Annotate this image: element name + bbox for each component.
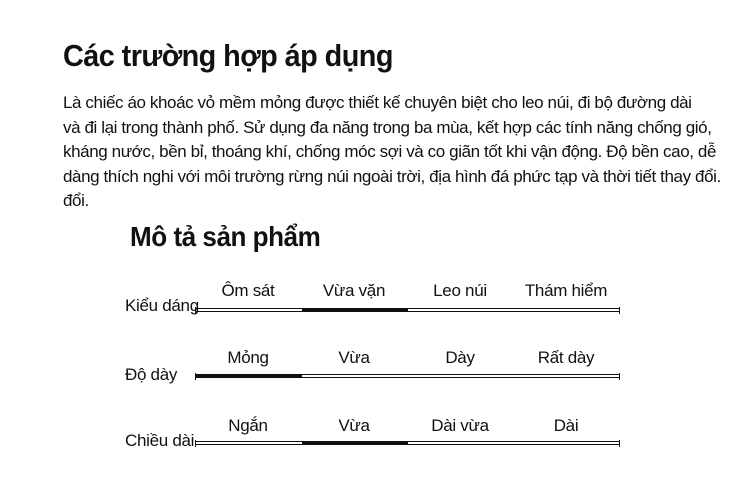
length-option-4: Dài <box>553 416 579 435</box>
scale-segment <box>302 441 408 445</box>
fit-scale <box>195 307 620 314</box>
description-line: đổi. <box>63 191 89 210</box>
attribute-label-thickness: Độ dày <box>125 365 178 384</box>
scale-segment <box>196 308 302 312</box>
scale-segment <box>196 374 302 378</box>
scale-segment <box>408 374 514 378</box>
length-scale <box>195 440 620 447</box>
attribute-label-fit: Kiểu dáng <box>125 296 199 315</box>
description-line: dàng thích nghi với môi trường rừng núi ngoài trời, địa hình đá phức tạp và thời tiết thay đổi. <box>63 166 721 186</box>
length-option-3: Dài vừa <box>431 416 489 435</box>
scale-segment <box>302 308 408 312</box>
scale-segment <box>514 374 620 378</box>
scale-segment <box>196 441 302 445</box>
thickness-option-1: Mỏng <box>227 348 269 367</box>
thickness-option-4: Rất dày <box>537 348 595 367</box>
product-description-title: Mô tả sản phẩm <box>130 221 321 252</box>
fit-option-4: Thám hiểm <box>524 281 608 300</box>
thickness-option-2: Vừa <box>338 348 370 367</box>
fit-option-3: Leo núi <box>433 281 487 300</box>
scale-segment <box>408 441 514 445</box>
thickness-option-3: Dày <box>445 348 475 367</box>
description-line: Là chiếc áo khoác vỏ mềm mỏng được thiết kế chuyên biệt cho leo núi, đi bộ đường dài <box>63 93 692 112</box>
description-paragraph <box>63 91 723 214</box>
length-option-1: Ngắn <box>228 416 268 435</box>
thickness-scale <box>195 373 620 380</box>
fit-option-1: Ôm sát <box>221 281 275 300</box>
scale-segment <box>514 441 620 445</box>
scale-segment <box>408 308 514 312</box>
scale-segment <box>302 374 408 378</box>
description-line: và đi lại trong thành phố. Sử dụng đa năng trong ba mùa, kết hợp các tính năng chống gió, <box>63 117 712 137</box>
page-title: Các trường hợp áp dụng <box>63 38 393 73</box>
fit-option-2: Vừa vặn <box>322 281 386 300</box>
length-option-2: Vừa <box>338 416 370 435</box>
scale-segment <box>514 308 620 312</box>
description-line: kháng nước, bền bỉ, thoáng khí, chống móc sợi và co giãn tốt khi vận động. Độ bền cao, dễ <box>63 142 717 161</box>
attribute-label-length: Chiều dài <box>125 431 195 450</box>
